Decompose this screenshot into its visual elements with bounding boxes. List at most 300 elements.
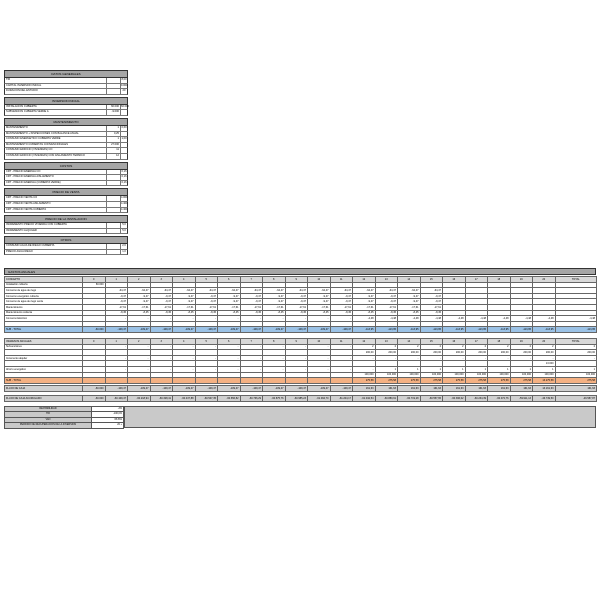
table-cell[interactable]: -9,47: [420, 293, 443, 299]
table-cell[interactable]: -64,47: [420, 288, 443, 294]
datos-row-value[interactable]: [106, 78, 120, 83]
table-cell[interactable]: -: [285, 344, 308, 350]
column-header-year: 13: [375, 339, 398, 345]
datos-row-value[interactable]: [106, 208, 120, 213]
table-cell[interactable]: -: [105, 366, 128, 372]
ingresos-subtotal-row-cell: [218, 378, 241, 384]
table-cell[interactable]: -4,48: [353, 316, 376, 322]
table-cell[interactable]: -: [173, 316, 196, 322]
table-cell[interactable]: -8,45: [195, 310, 218, 316]
table-cell[interactable]: -17,61: [240, 304, 263, 310]
row-label: Consumo de agua de riego verde: [5, 299, 83, 305]
column-header-year: 17: [465, 277, 488, 283]
table-cell[interactable]: -17,61: [375, 304, 398, 310]
table-cell[interactable]: -: [218, 366, 241, 372]
flujo-caja-row-cell: 161,63: [420, 386, 443, 392]
table-cell[interactable]: -: [105, 355, 128, 361]
table-cell[interactable]: -: [308, 366, 331, 372]
table-cell[interactable]: -4,48: [555, 316, 597, 322]
table-cell[interactable]: -64,47: [263, 288, 286, 294]
section-header: OTROS: [4, 236, 128, 244]
table-cell[interactable]: 100,000: [398, 372, 421, 378]
table-cell[interactable]: -9,47: [398, 299, 421, 305]
table-cell[interactable]: -64,47: [285, 288, 308, 294]
flujo-caja-row-cell: -109,47: [218, 386, 241, 392]
datos-row-value[interactable]: 0,25: [106, 132, 120, 137]
table-cell[interactable]: -: [240, 344, 263, 350]
table-cell[interactable]: -: [285, 355, 308, 361]
ingresos-subtotal-row-cell: [308, 378, 331, 384]
column-header-year: 7: [240, 277, 263, 283]
column-header-year: 15: [420, 277, 443, 283]
table-cell[interactable]: 2: [420, 344, 443, 350]
table-cell[interactable]: -: [173, 366, 196, 372]
table-cell[interactable]: 2: [555, 344, 597, 350]
datos-row-label: CONSUMO AGUA DE RIEGO CUBIERTA: [6, 244, 55, 248]
column-header-year: 15: [420, 339, 443, 345]
table-cell[interactable]: -8,45: [105, 310, 128, 316]
gastos-subtotal-row-cell: -113,95: [465, 327, 488, 333]
table-cell[interactable]: -9,47: [285, 299, 308, 305]
table-cell[interactable]: -64,47: [105, 288, 128, 294]
flujo-caja-row-cell: 161,63: [465, 386, 488, 392]
table-cell[interactable]: -: [128, 344, 151, 350]
flujo-caja-row-cell: 161,63: [510, 386, 533, 392]
table-cell[interactable]: -: [240, 355, 263, 361]
gastos-subtotal-row-cell: -113,95: [555, 327, 597, 333]
table-cell[interactable]: -4,48: [375, 316, 398, 322]
datos-row-value[interactable]: 12: [106, 154, 120, 159]
table-cell[interactable]: -64,47: [353, 288, 376, 294]
table-cell[interactable]: -: [263, 355, 286, 361]
table-cell[interactable]: -9,47: [240, 293, 263, 299]
table-cell[interactable]: -64,47: [218, 288, 241, 294]
table-cell[interactable]: -: [195, 316, 218, 322]
table-cell[interactable]: -9,47: [105, 299, 128, 305]
datos-row-label: CRT - PRECIO VENTA CO: [6, 196, 38, 200]
table-cell[interactable]: -: [263, 344, 286, 350]
datos-row-value[interactable]: 11: [106, 148, 120, 153]
table-cell[interactable]: -: [308, 316, 331, 322]
table-cell[interactable]: -4,48: [398, 316, 421, 322]
table-cell[interactable]: -: [285, 316, 308, 322]
table-cell[interactable]: -8,45: [263, 310, 286, 316]
table-cell[interactable]: -: [263, 316, 286, 322]
flujo-caja-row-cell: 161,63: [488, 386, 511, 392]
table-cell[interactable]: -9,47: [353, 299, 376, 305]
table-cell[interactable]: 1: [555, 366, 597, 372]
table-cell[interactable]: -9,47: [173, 299, 196, 305]
datos-row-label: MANTENIMIENTO CUBIERTAS CONVENCIONALES: [6, 142, 68, 146]
table-cell[interactable]: -: [308, 355, 331, 361]
table-cell[interactable]: 200,00: [353, 350, 376, 356]
table-cell[interactable]: -: [218, 344, 241, 350]
resultado-row: [4, 423, 124, 428]
ingresos-subtotal-row-label: SUB - TOTAL: [5, 378, 83, 384]
table-cell[interactable]: 2: [375, 344, 398, 350]
ingresos-subtotal-row-cell: 275,58: [555, 378, 597, 384]
column-header-year: 13: [375, 277, 398, 283]
table-cell[interactable]: 100,000: [533, 372, 556, 378]
datos-row-value[interactable]: [106, 89, 120, 94]
table-cell[interactable]: -17,61: [173, 304, 196, 310]
section-header: INVERSION INICIAL: [4, 97, 128, 105]
datos-row-value[interactable]: [106, 229, 120, 234]
table-cell[interactable]: 2: [465, 344, 488, 350]
column-header-year: 19: [510, 339, 533, 345]
datos-row-value[interactable]: [106, 175, 120, 180]
table-cell[interactable]: -: [218, 316, 241, 322]
table-cell[interactable]: -: [353, 366, 376, 372]
table-cell[interactable]: -17,61: [105, 304, 128, 310]
table-cell[interactable]: -: [330, 355, 353, 361]
table-cell[interactable]: -9,47: [263, 293, 286, 299]
table-cell[interactable]: -: [128, 366, 151, 372]
table-cell[interactable]: -: [375, 355, 398, 361]
column-header-year: 12: [353, 277, 376, 283]
table-cell[interactable]: -: [510, 355, 533, 361]
column-header-year: 16: [443, 339, 466, 345]
table-cell[interactable]: -: [240, 366, 263, 372]
datos-row-label: CONSUMO EDIFICIO (VIVIENDAS) CO: [6, 148, 53, 152]
table-cell[interactable]: -8,45: [308, 310, 331, 316]
datos-row-value[interactable]: 1: [106, 126, 120, 131]
table-cell[interactable]: -: [330, 366, 353, 372]
ingresos-subtotal-row-cell: [105, 378, 128, 384]
table-cell[interactable]: -: [173, 355, 196, 361]
table-cell[interactable]: -17,61: [353, 304, 376, 310]
table-cell[interactable]: -9,47: [263, 299, 286, 305]
table-cell[interactable]: -: [195, 355, 218, 361]
flujo-caja-acumulado-row: [5, 396, 597, 402]
table-cell[interactable]: 100,000: [465, 372, 488, 378]
table-cell[interactable]: 1: [488, 366, 511, 372]
datos-row-result: 4.400: [121, 207, 128, 211]
table-cell[interactable]: 1: [443, 366, 466, 372]
table-cell[interactable]: 2: [488, 344, 511, 350]
flujo-caja-acumulado-row-cell: -60.985,23: [285, 396, 308, 402]
datos-row-value[interactable]: [106, 170, 120, 175]
flujo-caja-row-cell: 161,63: [443, 386, 466, 392]
flujo-caja-acumulado-row-cell: -59.911,13: [510, 396, 533, 402]
flujo-caja-acumulado-row-cell: -60.396,02: [443, 396, 466, 402]
table-cell[interactable]: 1: [420, 366, 443, 372]
table-cell[interactable]: -9,47: [195, 299, 218, 305]
datos-row-label: MANTENIMIENTO: [6, 125, 28, 129]
table-cell[interactable]: 13.000: [533, 361, 556, 367]
table-cell[interactable]: -17,61: [195, 304, 218, 310]
table-cell[interactable]: -9,47: [195, 293, 218, 299]
table-cell[interactable]: -9,47: [285, 293, 308, 299]
table-cell[interactable]: 100,000: [420, 372, 443, 378]
table-cell[interactable]: -: [443, 355, 466, 361]
row-label: Incremento alquiler: [5, 355, 83, 361]
datos-row-result: 9.000: [121, 83, 128, 87]
table-cell[interactable]: -17,61: [285, 304, 308, 310]
table-cell[interactable]: 200,00: [420, 350, 443, 356]
table-cell[interactable]: -: [195, 366, 218, 372]
table-cell[interactable]: -9,47: [375, 293, 398, 299]
flujo-caja-row-cell: -109,47: [195, 386, 218, 392]
datos-row-result: [120, 148, 127, 153]
table-cell[interactable]: -9,47: [353, 293, 376, 299]
column-header-year: 18: [488, 277, 511, 283]
table-cell[interactable]: -9,47: [173, 293, 196, 299]
datos-row-value[interactable]: [106, 84, 120, 89]
table-cell[interactable]: 200,00: [488, 350, 511, 356]
table-cell[interactable]: -: [173, 344, 196, 350]
flujo-caja-row-cell: -109,47: [128, 386, 151, 392]
flujo-caja-acumulado-row-label: FLUJO DE CAJA ACUMULADO: [5, 396, 83, 402]
table-cell[interactable]: 1: [398, 366, 421, 372]
table-cell[interactable]: -: [330, 344, 353, 350]
table-cell[interactable]: -64,47: [150, 288, 173, 294]
table-cell[interactable]: -: [195, 344, 218, 350]
flujo-caja-acumulado-row-cell: -60.656,82: [218, 396, 241, 402]
flujo-caja-row-cell: -109,47: [105, 386, 128, 392]
table-cell[interactable]: -8,45: [150, 310, 173, 316]
table-cell[interactable]: -: [105, 344, 128, 350]
table-cell[interactable]: -: [330, 316, 353, 322]
datos-row-label: INCREMENTO PRECIO VIVIENDA CON CUBIERTA: [6, 223, 67, 227]
gastos-subtotal-row-cell: -113,95: [443, 327, 466, 333]
table-cell[interactable]: -: [150, 355, 173, 361]
row-label: Consumo Eléctrico: [5, 316, 83, 322]
column-header-year: 10: [308, 339, 331, 345]
datos-row-label: DURACION DEL ESTUDIO: [6, 89, 38, 93]
table-cell[interactable]: 100,000: [510, 372, 533, 378]
table-cell[interactable]: 200,00: [533, 350, 556, 356]
table-cell[interactable]: -9,47: [218, 299, 241, 305]
table-cell[interactable]: 1: [533, 366, 556, 372]
table-cell[interactable]: 2: [398, 344, 421, 350]
table-cell[interactable]: -: [398, 355, 421, 361]
datos-row-result: 0,16: [121, 175, 127, 179]
ingresos-table: [4, 338, 597, 384]
flujo-caja-acumulado-row-cell: -60.109,47: [105, 396, 128, 402]
table-cell[interactable]: 2: [533, 344, 556, 350]
table-cell[interactable]: 2: [353, 344, 376, 350]
table-cell[interactable]: -8,45: [240, 310, 263, 316]
table-cell[interactable]: -: [555, 355, 597, 361]
datos-row-value[interactable]: [106, 244, 120, 249]
ingresos-subtotal-row-cell: [240, 378, 263, 384]
column-header-year: 9: [285, 277, 308, 283]
table-cell[interactable]: -: [150, 366, 173, 372]
table-cell[interactable]: 200,00: [375, 350, 398, 356]
table-cell[interactable]: -4,48: [465, 316, 488, 322]
flujo-caja-row-cell: -109,47: [173, 386, 196, 392]
datos-row-value[interactable]: [106, 250, 120, 255]
table-cell[interactable]: -8,45: [173, 310, 196, 316]
datos-row-result: [120, 154, 127, 159]
table-cell[interactable]: -64,47: [128, 288, 151, 294]
table-cell[interactable]: -9,47: [105, 293, 128, 299]
ingresos-subtotal-row-cell: [150, 378, 173, 384]
table-cell[interactable]: -64,47: [195, 288, 218, 294]
table-cell[interactable]: -9,47: [308, 299, 331, 305]
table-cell[interactable]: -4,48: [420, 316, 443, 322]
table-cell[interactable]: -9,47: [150, 293, 173, 299]
flujo-caja-acumulado-row-cell: -60.875,76: [263, 396, 286, 402]
gastos-subtotal-row-cell: -109,47: [263, 327, 286, 333]
table-cell[interactable]: -9,47: [330, 293, 353, 299]
table-cell[interactable]: -: [128, 355, 151, 361]
table-cell[interactable]: -: [105, 316, 128, 322]
table-cell[interactable]: -8,45: [285, 310, 308, 316]
table-cell[interactable]: -9,47: [218, 293, 241, 299]
table-cell[interactable]: -8,45: [375, 310, 398, 316]
table-cell[interactable]: -: [240, 316, 263, 322]
table-cell[interactable]: -: [488, 355, 511, 361]
datos-row-value[interactable]: [106, 196, 120, 201]
table-cell[interactable]: -64,47: [173, 288, 196, 294]
table-cell[interactable]: -4,48: [488, 316, 511, 322]
table-cell[interactable]: 200,00: [555, 350, 597, 356]
table-cell[interactable]: 1: [510, 366, 533, 372]
gastos-subtotal-row-cell: -113,95: [533, 327, 556, 333]
table-cell[interactable]: -: [285, 366, 308, 372]
table-cell[interactable]: -9,47: [308, 293, 331, 299]
table-cell[interactable]: -9,47: [150, 299, 173, 305]
table-cell[interactable]: -: [150, 316, 173, 322]
table-cell[interactable]: -64,47: [375, 288, 398, 294]
table-cell[interactable]: 100,000: [488, 372, 511, 378]
table-cell[interactable]: -8,45: [420, 310, 443, 316]
gastos-subtotal-row-cell: -109,47: [218, 327, 241, 333]
table-cell[interactable]: -: [150, 344, 173, 350]
table-cell[interactable]: 200,00: [465, 350, 488, 356]
table-cell[interactable]: 100,000: [555, 372, 597, 378]
table-cell[interactable]: -4,48: [510, 316, 533, 322]
flujo-caja-row-cell: -109,47: [285, 386, 308, 392]
column-header-year: 3: [150, 339, 173, 345]
gastos-subtotal-row-cell: -113,95: [510, 327, 533, 333]
datos-row-value[interactable]: -9.000: [106, 110, 120, 115]
table-cell[interactable]: -9,47: [398, 293, 421, 299]
table-cell[interactable]: -: [533, 355, 556, 361]
table-cell[interactable]: -64,47: [240, 288, 263, 294]
table-cell[interactable]: -64,47: [330, 288, 353, 294]
table-cell[interactable]: -: [420, 355, 443, 361]
datos-row-value[interactable]: [106, 223, 120, 228]
datos-row-value[interactable]: 27.000: [106, 143, 120, 148]
table-cell[interactable]: -9,47: [375, 299, 398, 305]
datos-row-label: TIR: [6, 78, 11, 81]
datos-row-value[interactable]: [106, 181, 120, 186]
column-header-year: 16: [443, 277, 466, 283]
flujo-caja-table: [4, 385, 597, 392]
table-cell[interactable]: 1: [375, 366, 398, 372]
table-cell[interactable]: -4,48: [533, 316, 556, 322]
datos-row-label: INCREMENTO ALQUILER: [6, 228, 37, 232]
column-header-year: 19: [510, 277, 533, 283]
row-label: Ahorro energético: [5, 366, 83, 372]
table-cell[interactable]: -4,48: [443, 316, 466, 322]
table-cell[interactable]: -17,61: [420, 304, 443, 310]
table-cell[interactable]: 100,000: [353, 372, 376, 378]
datos-row-result: [120, 143, 127, 148]
table-cell[interactable]: -17,61: [263, 304, 286, 310]
table-cell[interactable]: 200,00: [510, 350, 533, 356]
table-cell[interactable]: 60.000: [83, 282, 106, 288]
table-cell[interactable]: -8,45: [330, 310, 353, 316]
table-cell[interactable]: -8,45: [353, 310, 376, 316]
gastos-band-label: GASTOS ANUALES: [8, 270, 36, 274]
flujo-caja-acumulado-row-cell: -60.437,88: [173, 396, 196, 402]
ingresos-subtotal-row-cell: 275,58: [375, 378, 398, 384]
table-cell[interactable]: -8,45: [218, 310, 241, 316]
gastos-subtotal-row-label: SUB - TOTAL: [5, 327, 83, 333]
table-cell[interactable]: 2: [443, 344, 466, 350]
table-cell[interactable]: -: [308, 344, 331, 350]
datos-row-result: 1,0: [120, 250, 127, 255]
table-cell[interactable]: 100,000: [443, 372, 466, 378]
table-cell[interactable]: -9,47: [128, 293, 151, 299]
resultado-label: TIR: [5, 412, 91, 416]
flujo-caja-acumulado-table: [4, 395, 597, 402]
ingresos-subtotal-row-cell: [128, 378, 151, 384]
table-cell[interactable]: -: [263, 366, 286, 372]
table-cell[interactable]: -8,45: [398, 310, 421, 316]
row-label: Instalación cubierta: [5, 282, 83, 288]
table-cell[interactable]: -17,61: [330, 304, 353, 310]
table-cell[interactable]: -9,47: [420, 299, 443, 305]
table-cell[interactable]: -64,47: [308, 288, 331, 294]
resultado-value: 20 +: [91, 423, 123, 427]
table-cell[interactable]: -9,47: [128, 299, 151, 305]
flujo-caja-acumulado-row-cell: -60.766,29: [240, 396, 263, 402]
section-header: MANTENIMIENTO: [4, 118, 128, 126]
table-cell[interactable]: -9,47: [240, 299, 263, 305]
table-cell[interactable]: -9,47: [330, 299, 353, 305]
datos-row-label: SUBVENCION CUBIERTA VERDE A: [6, 110, 49, 114]
table-cell[interactable]: -17,61: [308, 304, 331, 310]
table-cell[interactable]: -64,47: [398, 288, 421, 294]
flujo-caja-row-cell: 161,63: [375, 386, 398, 392]
table-cell[interactable]: -8,45: [128, 310, 151, 316]
gastos-subtotal-row-cell: -113,95: [488, 327, 511, 333]
column-header-concept: CONCEPTO: [5, 277, 83, 283]
table-cell[interactable]: -: [128, 316, 151, 322]
flujo-caja-acumulado-row-cell: -60.328,41: [150, 396, 173, 402]
table-cell[interactable]: -: [353, 355, 376, 361]
datos-row-value[interactable]: 60.000: [106, 105, 120, 110]
table-cell[interactable]: -: [218, 355, 241, 361]
table-cell[interactable]: -: [465, 355, 488, 361]
table-cell[interactable]: -17,61: [128, 304, 151, 310]
column-header-year: 11: [330, 277, 353, 283]
ingresos-subtotal-row-cell: [330, 378, 353, 384]
table-cell[interactable]: -17,61: [218, 304, 241, 310]
table-cell[interactable]: 100,000: [375, 372, 398, 378]
table-cell[interactable]: 200,00: [443, 350, 466, 356]
ingresos-subtotal-row-cell: 275,58: [510, 378, 533, 384]
table-cell[interactable]: -17,61: [150, 304, 173, 310]
datos-row-value[interactable]: [106, 202, 120, 207]
table-cell[interactable]: 200,00: [398, 350, 421, 356]
ingresos-subtotal-row-cell: [83, 378, 106, 384]
ingresos-subtotal-row-cell: 275,58: [353, 378, 376, 384]
datos-row-result: 0,60: [121, 125, 127, 129]
gastos-subtotal-row-cell: -109,47: [240, 327, 263, 333]
table-cell[interactable]: 1: [465, 366, 488, 372]
table-cell[interactable]: -17,61: [398, 304, 421, 310]
table-cell[interactable]: 2: [510, 344, 533, 350]
datos-row-label: INSTALACION CUBIERTA: [6, 104, 37, 108]
datos-row-value[interactable]: 1: [106, 137, 120, 142]
flujo-caja-row-cell: 13.161,63: [533, 386, 556, 392]
